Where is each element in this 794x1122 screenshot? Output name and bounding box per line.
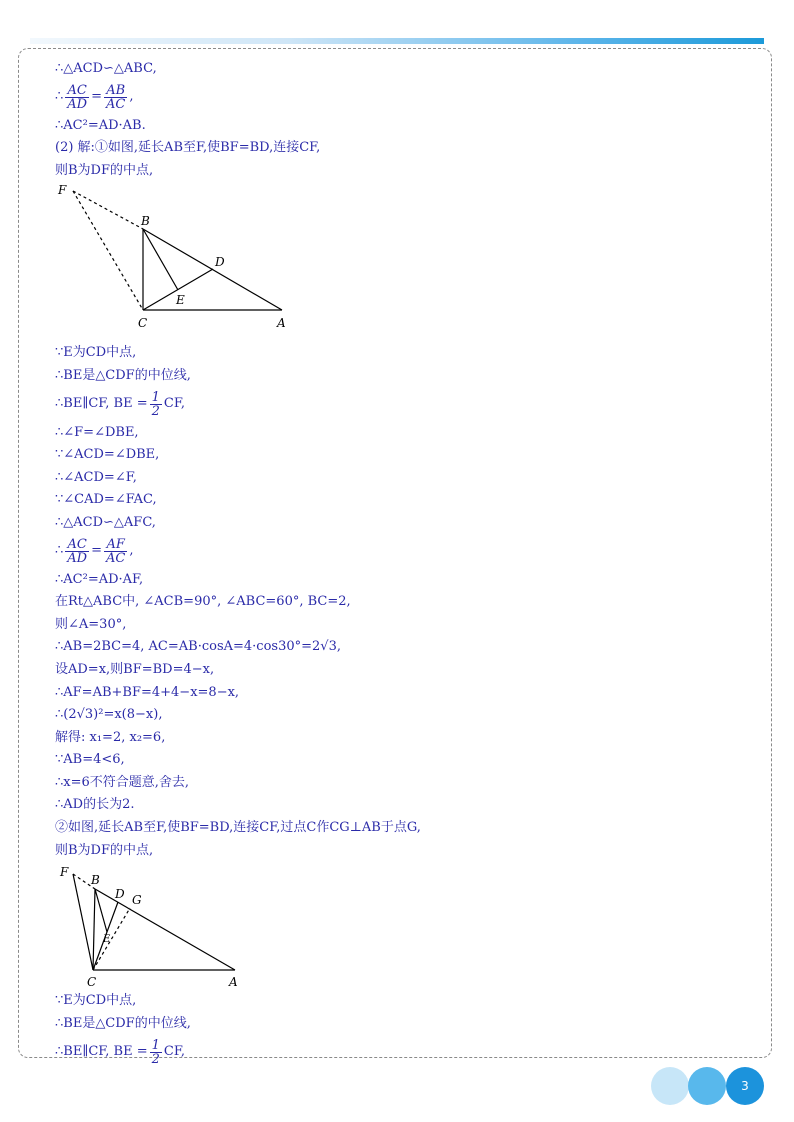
fraction-prefix: ∴BE∥CF, BE = xyxy=(55,1044,148,1060)
text-line: ∴BE是△CDF的中位线, xyxy=(55,1015,191,1031)
segment-be xyxy=(143,229,178,290)
fraction-line xyxy=(55,388,755,422)
text-line: 则B为DF的中点, xyxy=(55,842,154,858)
numerator: AB xyxy=(104,84,127,98)
point-label: G xyxy=(132,893,142,908)
text-line: ∴AC²=AD·AF, xyxy=(55,571,144,587)
header-gradient-bar xyxy=(30,38,764,44)
point-label: C xyxy=(138,316,148,331)
fraction-line xyxy=(55,1035,755,1069)
fraction xyxy=(150,391,162,418)
segment-fb-dashed xyxy=(73,191,143,229)
text-line: ∴AB=2BC=4, AC=AB·cosA=4·cos30°=2√3, xyxy=(55,639,341,655)
point-label: D xyxy=(215,255,225,270)
text-line: ∵E为CD中点, xyxy=(55,993,137,1009)
numerator: 1 xyxy=(151,1037,160,1053)
segment-cg-dashed xyxy=(93,908,130,970)
text-line: ∴BE是△CDF的中位线, xyxy=(55,367,191,383)
text-line: ∴x=6不符合题意,舍去, xyxy=(55,774,190,790)
fraction-line xyxy=(55,81,755,115)
text-line: ∴∠F=∠DBE, xyxy=(55,424,139,440)
numerator: 1 xyxy=(151,390,160,406)
point-label: E xyxy=(103,934,111,946)
denominator: 2 xyxy=(151,404,160,420)
fraction xyxy=(104,84,127,111)
point-label: F xyxy=(60,865,69,880)
segment-bc xyxy=(93,889,95,970)
fraction-line xyxy=(55,535,755,569)
denominator: AC xyxy=(106,97,126,113)
fraction xyxy=(65,84,89,111)
point-label: A xyxy=(277,316,286,331)
fraction-prefix: ∴BE∥CF, BE = xyxy=(55,396,148,412)
text-line: ∵∠CAD=∠FAC, xyxy=(55,492,157,508)
numerator: AF xyxy=(104,538,127,552)
point-label: C xyxy=(87,975,97,990)
fraction-suffix: CF, xyxy=(163,396,185,412)
equals-sign: = xyxy=(91,89,102,105)
fraction-prefix: ∴ xyxy=(55,543,64,559)
figure-2-svg xyxy=(55,862,275,990)
text-line: ∴△ACD∽△AFC, xyxy=(55,514,156,530)
text-line: ∴AF=AB+BF=4+4−x=8−x, xyxy=(55,684,240,700)
text-line: ∵E为CD中点, xyxy=(55,345,137,361)
page-circle-medium xyxy=(688,1067,726,1105)
text-line: 解得: x₁=2, x₂=6, xyxy=(55,729,166,745)
segment-fc-dashed xyxy=(73,191,143,310)
denominator: 2 xyxy=(151,1051,160,1067)
fraction xyxy=(65,538,89,565)
geometry-figure-1 xyxy=(55,182,755,342)
text-line: 则B为DF的中点, xyxy=(55,162,154,178)
segment-ba xyxy=(95,889,235,970)
figure-1-svg xyxy=(55,182,315,342)
solution-content xyxy=(55,58,755,1069)
fraction-suffix: CF, xyxy=(163,1044,185,1060)
text-line: ∴AC²=AD·AB. xyxy=(55,117,146,133)
point-label: D xyxy=(115,887,125,902)
fraction-suffix: , xyxy=(129,89,134,105)
text-line: ∴AD的长为2. xyxy=(55,797,135,813)
text-line: 设AD=x,则BF=BD=4−x, xyxy=(55,661,215,677)
text-line: 在Rt△ABC中, ∠ACB=90°, ∠ABC=60°, BC=2, xyxy=(55,594,351,610)
equals-sign: = xyxy=(91,543,102,559)
segment-fc xyxy=(73,874,93,970)
point-label: B xyxy=(91,873,100,888)
page-number: 3 xyxy=(726,1067,764,1105)
text-line: ②如图,延长AB至F,使BF=BD,连接CF,过点C作CG⊥AB于点G, xyxy=(55,820,421,836)
point-label: A xyxy=(229,975,238,990)
fraction xyxy=(150,1039,162,1066)
text-line: (2) 解:①如图,延长AB至F,使BF=BD,连接CF, xyxy=(55,140,321,156)
text-line: 则∠A=30°, xyxy=(55,616,127,632)
text-line: ∵∠ACD=∠DBE, xyxy=(55,447,160,463)
text-line: ∴∠ACD=∠F, xyxy=(55,469,137,485)
point-label: E xyxy=(176,293,185,308)
text-line: ∵AB=4<6, xyxy=(55,752,125,768)
text-line: ∴(2√3)²=x(8−x), xyxy=(55,707,163,723)
denominator: AC xyxy=(106,551,126,567)
page-circle-light xyxy=(651,1067,689,1105)
fraction xyxy=(104,538,127,565)
denominator: AD xyxy=(67,551,88,567)
denominator: AD xyxy=(67,97,88,113)
fraction-suffix: , xyxy=(129,543,134,559)
point-label: F xyxy=(58,183,67,198)
numerator: AC xyxy=(65,538,89,552)
geometry-figure-2 xyxy=(55,862,755,990)
point-label: B xyxy=(141,214,150,229)
text-line: ∴△ACD∽△ABC, xyxy=(55,61,157,76)
fraction-prefix: ∴ xyxy=(55,89,64,105)
numerator: AC xyxy=(65,84,89,98)
